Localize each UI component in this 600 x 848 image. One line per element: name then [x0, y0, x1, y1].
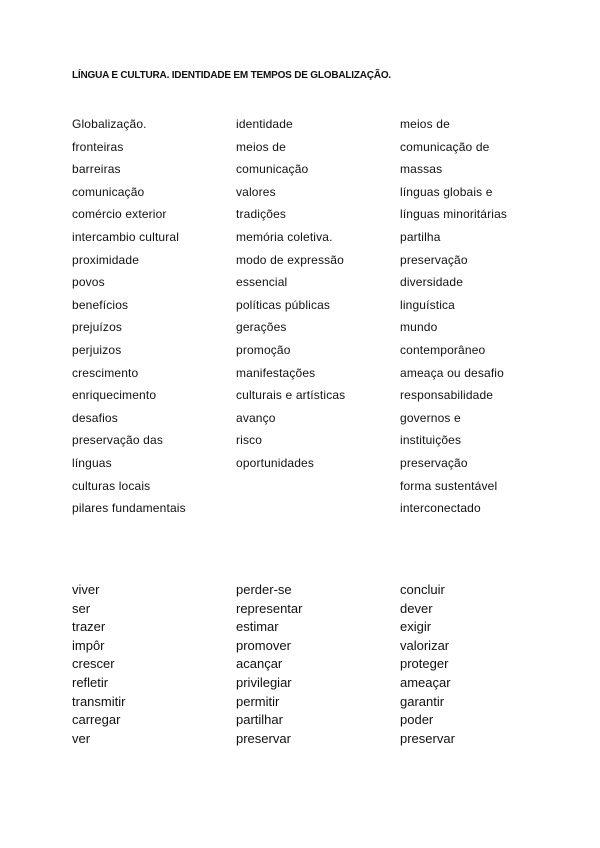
vocabulary-word: crescimento [72, 365, 139, 380]
vocabulary-word: contemporâneo [400, 342, 486, 357]
vocabulary-word: avanço [236, 410, 276, 425]
vocabulary-word: línguas [72, 455, 112, 470]
vocabulary-column-2 [236, 116, 345, 478]
verb-word: permitir [236, 693, 280, 709]
verb-word: transmitir [72, 693, 126, 709]
verb-word: estimar [236, 619, 279, 635]
vocabulary-word: meios de [400, 117, 450, 131]
vocabulary-word: culturas locais [72, 478, 151, 493]
verb-word: carregar [72, 712, 121, 728]
vocabulary-word: promoção [236, 342, 291, 357]
vocabulary-word: intercambio cultural [72, 229, 180, 244]
vocabulary-word: benefícios [72, 297, 129, 312]
vocabulary-word: identidade [236, 117, 293, 131]
vocabulary-word: pilares fundamentais [72, 501, 186, 516]
page-title: LÍNGUA E CULTURA. IDENTIDADE EM TEMPOS DE GLOBALIZAÇÃO. [72, 70, 391, 81]
verb-word: impôr [72, 637, 105, 653]
vocabulary-word: desafios [72, 410, 118, 425]
verb-word: proteger [400, 656, 449, 672]
verb-word: trazer [72, 619, 106, 635]
verb-word: ameaçar [400, 674, 451, 690]
vocabulary-word: interconectado [400, 501, 481, 516]
verb-word: promover [236, 637, 291, 653]
verb-word: valorizar [400, 637, 450, 653]
vocabulary-word: barreiras [72, 162, 121, 177]
vocabulary-word: políticas públicas [236, 297, 331, 312]
verb-word: acançar [236, 656, 283, 672]
vocabulary-word: línguas globais e [400, 184, 493, 199]
vocabulary-column-3 [400, 116, 507, 523]
vocabulary-word: culturais e artísticas [236, 388, 346, 403]
vocabulary-word: prejuízos [72, 320, 123, 335]
vocabulary-word: mundo [400, 320, 438, 335]
verb-word: preservar [400, 730, 455, 746]
vocabulary-word: preservação das [72, 433, 163, 448]
verb-word: crescer [72, 656, 115, 672]
vocabulary-word: comunicação de [400, 139, 490, 154]
vocabulary-word: oportunidades [236, 455, 315, 470]
vocabulary-word: partilha [400, 229, 441, 244]
verbs-column-1 [72, 581, 125, 748]
vocabulary-word: comunicação [236, 162, 309, 177]
verb-word: dever [400, 600, 433, 616]
vocabulary-word: povos [72, 275, 105, 290]
vocabulary-word: perjuizos [72, 342, 122, 357]
vocabulary-word: proximidade [72, 252, 140, 267]
verb-word: concluir [400, 582, 445, 597]
vocabulary-word: comunicação [72, 184, 145, 199]
vocabulary-word: responsabilidade [400, 388, 494, 403]
vocabulary-word: massas [400, 162, 443, 177]
verb-word: partilhar [236, 712, 283, 728]
vocabulary-word: essencial [236, 275, 288, 290]
vocabulary-word: gerações [236, 320, 287, 335]
vocabulary-word: valores [236, 184, 276, 199]
vocabulary-word: línguas minoritárias [400, 207, 508, 222]
verb-word: viver [72, 582, 100, 597]
verb-word: ser [72, 600, 91, 616]
vocabulary-word: meios de [236, 139, 286, 154]
verbs-column-3 [400, 581, 455, 748]
vocabulary-word: manifestações [236, 365, 316, 380]
vocabulary-column-1 [72, 116, 186, 523]
verb-word: garantir [400, 693, 445, 709]
vocabulary-word: fronteiras [72, 139, 124, 154]
vocabulary-word: memória coletiva. [236, 229, 333, 244]
vocabulary-word: linguística [400, 297, 456, 312]
verb-word: perder-se [236, 582, 292, 597]
verbs-column-2 [236, 581, 302, 748]
verb-word: ver [72, 730, 91, 746]
verb-word: exigir [400, 619, 432, 635]
verb-word: preservar [236, 730, 291, 746]
verb-word: refletir [72, 674, 109, 690]
vocabulary-word: tradições [236, 207, 287, 222]
vocabulary-word: forma sustentável [400, 478, 498, 493]
vocabulary-word: comércio exterior [72, 207, 167, 222]
vocabulary-word: ameaça ou desafio [400, 365, 504, 380]
vocabulary-word: preservação [400, 455, 468, 470]
vocabulary-word: instituições [400, 433, 462, 448]
vocabulary-word: preservação [400, 252, 468, 267]
vocabulary-word: enriquecimento [72, 388, 157, 403]
vocabulary-word: diversidade [400, 275, 464, 290]
vocabulary-word: risco [236, 433, 263, 448]
verb-word: poder [400, 712, 434, 728]
verb-word: representar [236, 600, 303, 616]
vocabulary-word: Globalização. [72, 117, 147, 131]
verb-word: privilegiar [236, 674, 292, 690]
vocabulary-word: governos e [400, 410, 461, 425]
vocabulary-word: modo de expressão [236, 252, 344, 267]
